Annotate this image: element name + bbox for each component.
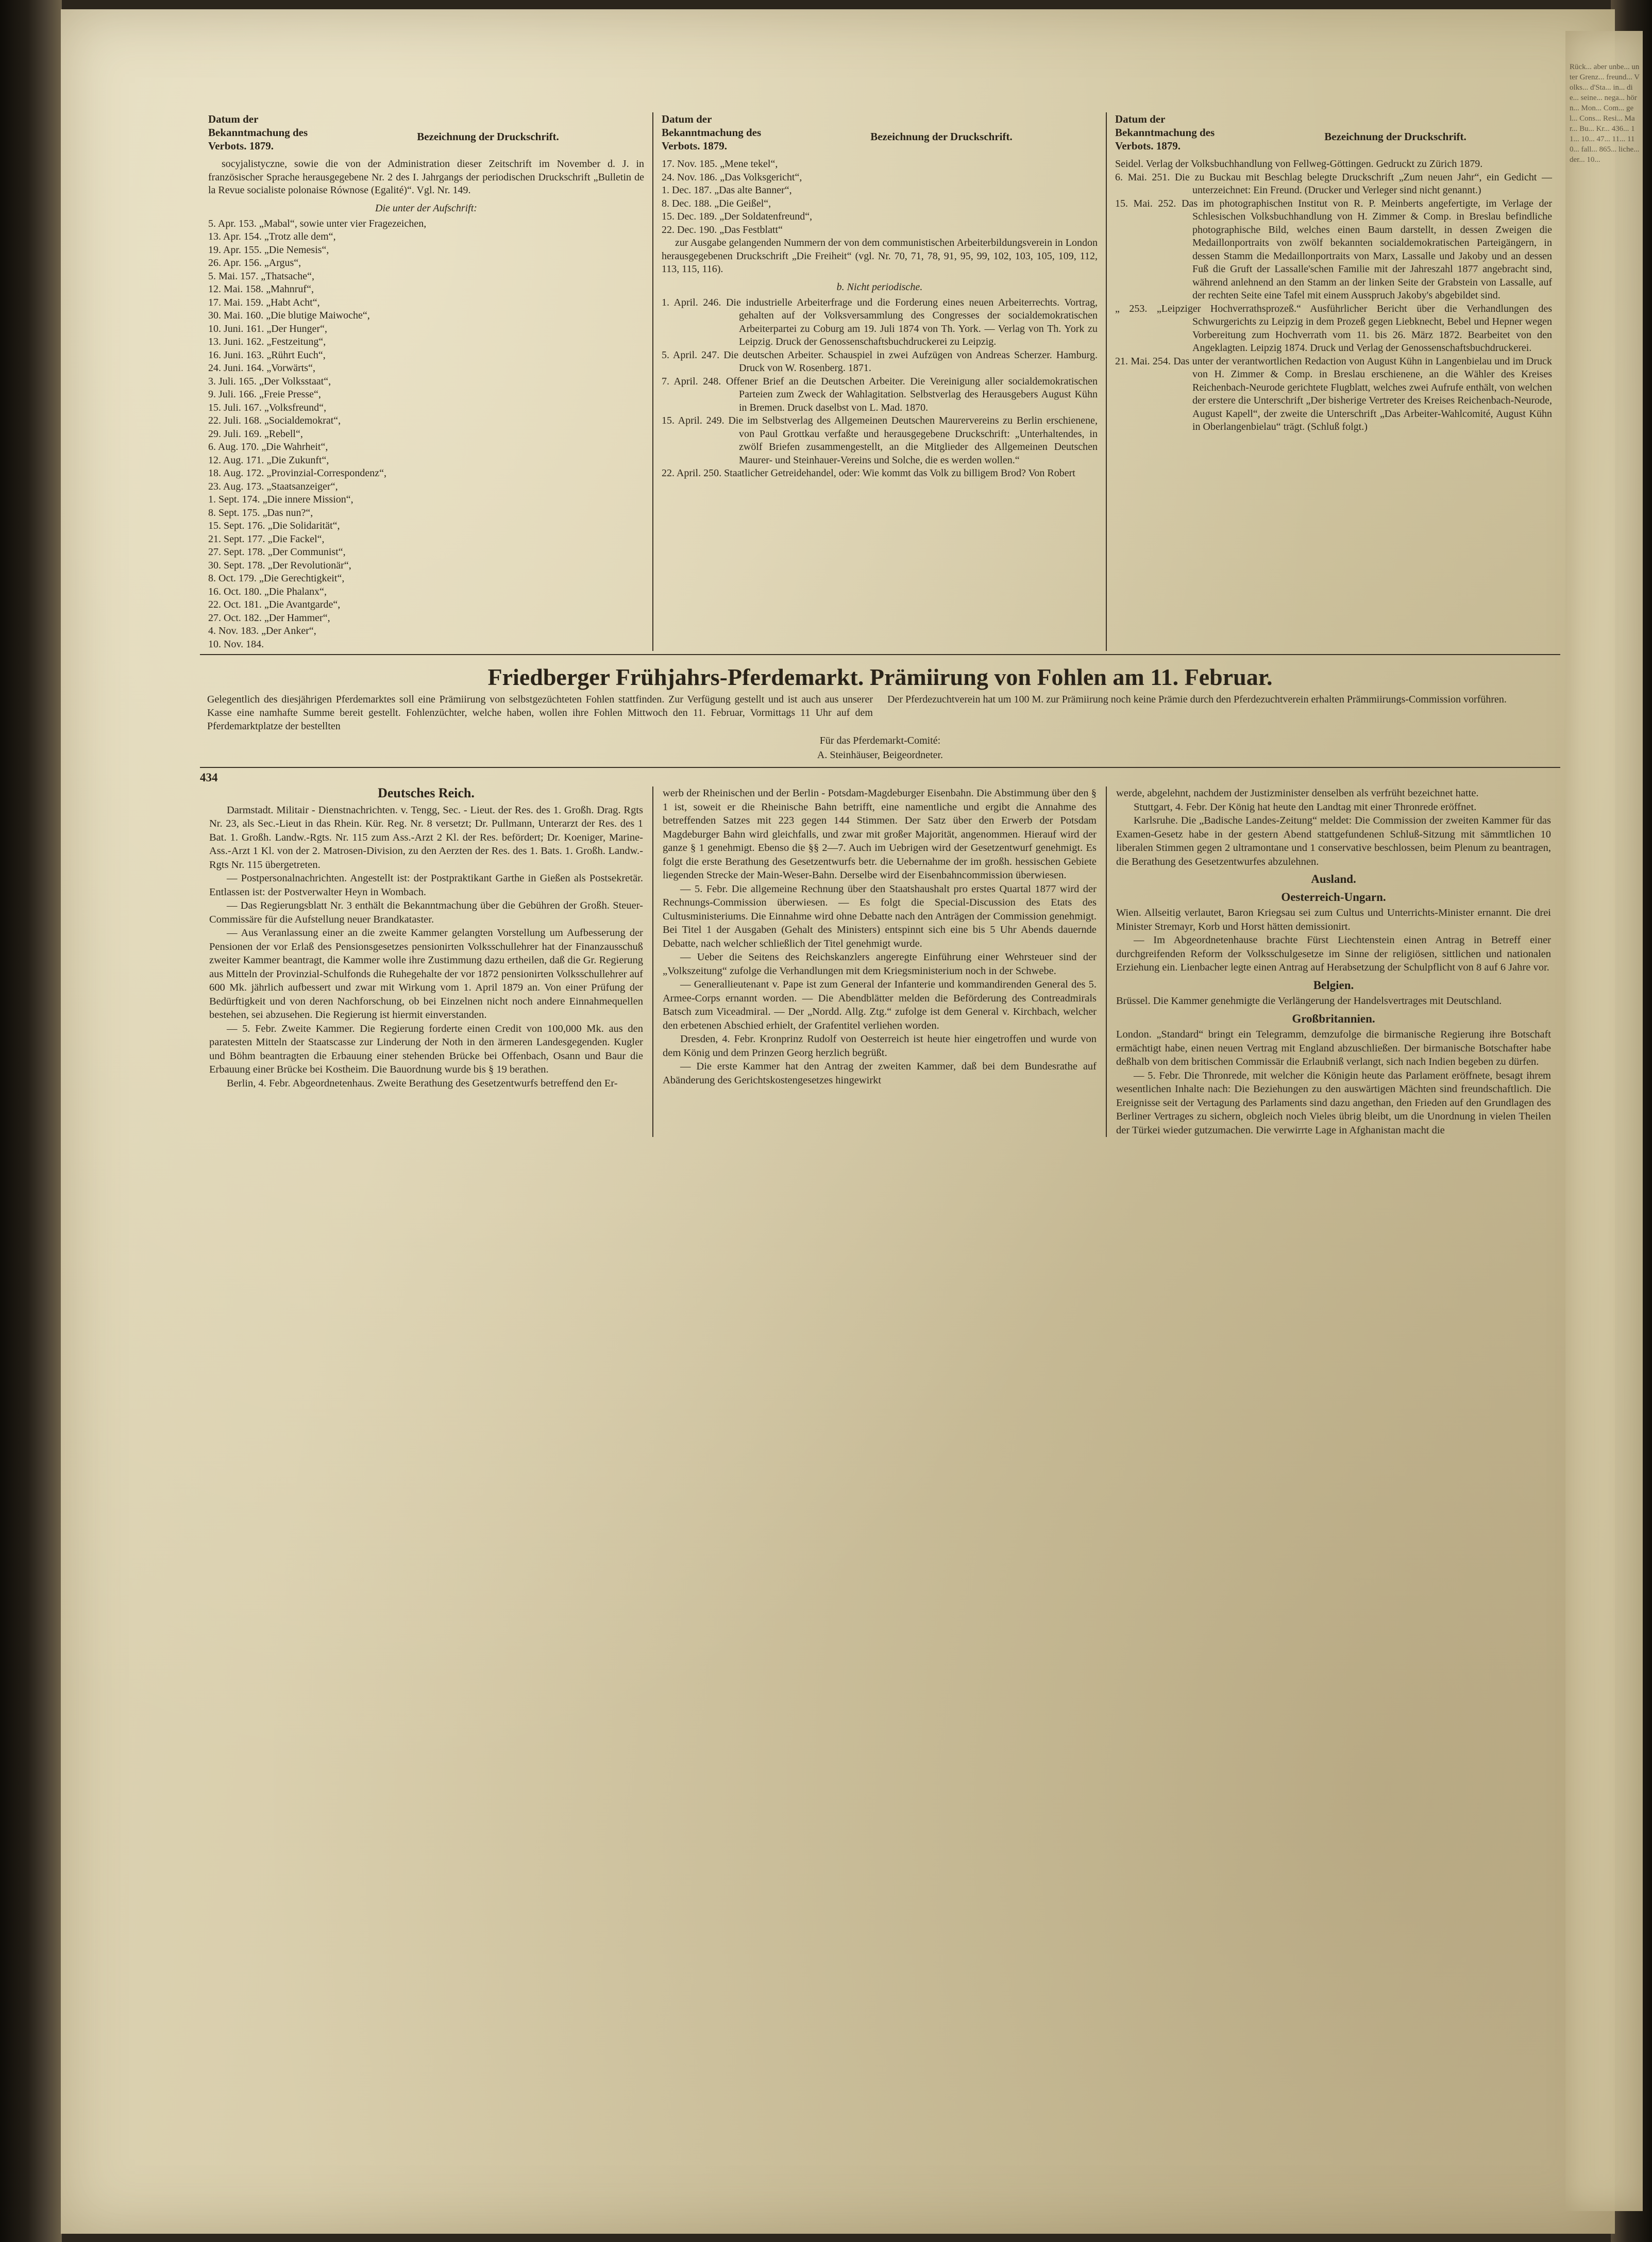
entry-date: 22. Dec. 190.: [662, 224, 717, 236]
entry-text: „Festzeitung“,: [266, 336, 326, 347]
list-item: [208, 244, 644, 257]
horizontal-divider: [200, 767, 1560, 768]
entry-date: 30. Mai. 160.: [208, 310, 264, 321]
list-item: [208, 270, 644, 283]
entry-date: 13. Apr. 154.: [208, 231, 262, 242]
newspaper-page: [61, 9, 1615, 2234]
entry-date: 27. Oct. 182.: [208, 612, 262, 624]
entry-date: 1. Sept. 174.: [208, 494, 260, 505]
list-item: [208, 362, 644, 375]
list-item: [208, 217, 644, 231]
entry-date: 9. Juli. 166.: [208, 389, 257, 400]
entry-date: 8. Sept. 175.: [208, 507, 260, 518]
entry-date: 16. Juni. 163.: [208, 349, 264, 361]
entry-text: „Das Festblatt“: [719, 224, 783, 236]
entry-text: Die zu Buckau mit Beschlag belegte Druckschrift „Zum neuen Jahr“, ein Gedicht — unterzeichnet: Ein Freund. (Drucker und Verleger sind nicht genannt.): [1174, 171, 1553, 196]
entry-date: 19. Apr. 155.: [208, 244, 262, 256]
paragraph: — 5. Febr. Die allgemeine Rechnung über den Staatshaushalt pro erstes Quartal 1877 wird der Rechnungs-Commission überwiesen. — Es folgt die Special-Discussion des Etats des Cultusministeriums. Die Einnahme wird ohne Debatte nach den Anträgen der Commission genehmigt. Bei Titel 1 der Ausgaben (Gehalt des Ministers) entspinnt sich eine bis 5 Uhr Abends dauernde Debatte, nach welcher schließlich der Titel genehmigt wurde.: [663, 883, 1097, 949]
list-item: [662, 158, 1098, 171]
entry-text: „Der Hunger“,: [266, 323, 328, 334]
paragraph: Wien. Allseitig verlautet, Baron Kriegsau sei zum Cultus und Unterrichts-Minister ernannt. Die drei Minister Stremayr, Korb und Horst hätten demissionirt.: [1116, 907, 1551, 932]
entry-text: „Freie Presse“,: [259, 389, 321, 400]
list-item: [1115, 303, 1552, 355]
entry-text: „Die Wahrheit“,: [261, 441, 328, 453]
list-item: [662, 375, 1098, 415]
entry-date: 3. Juli. 165.: [208, 375, 257, 387]
entry-date: 22. Oct. 181.: [208, 599, 262, 610]
paragraph: Stuttgart, 4. Febr. Der König hat heute den Landtag mit einer Thronrede eröffnet.: [1134, 801, 1477, 813]
entry-date: 5. April. 247.: [662, 349, 720, 361]
paragraph: — Das Regierungsblatt Nr. 3 enthält die Bekanntmachung über die Gebühren der Großh. Steuer-Commissäre für die Aufstellung neuer Brandkataster.: [209, 900, 643, 925]
entry-text: „Thatsache“,: [261, 270, 315, 282]
list-item: [208, 349, 644, 362]
entry-date: 24. Juni. 164.: [208, 362, 264, 374]
list-item: [208, 493, 644, 507]
country-head-oesterreich-ungarn: Oesterreich-Ungarn.: [1281, 890, 1386, 904]
entry-text: „Der Volksstaat“,: [259, 375, 331, 387]
verbots-entry-list-1: [208, 217, 644, 651]
entry-date: 22. Juli. 168.: [208, 415, 262, 426]
entry-date: 5. Apr. 153.: [208, 217, 257, 229]
column-closing-2: zur Ausgabe gelangenden Nummern der von dem communistischen Arbeiterbildungsverein in London herausgegebenen Druckschrift „Die Freiheit“ (vgl. Nr. 70, 71, 78, 91, 95, 99, 102, 103, 105, 109, 112, 113, 115, 116).: [662, 237, 1098, 275]
list-item: [1115, 197, 1552, 303]
entry-text: „Die Nemesis“,: [264, 244, 329, 256]
banner-body: [200, 693, 1560, 733]
list-item: [208, 230, 644, 244]
entry-date: 1. Dec. 187.: [662, 185, 712, 196]
banner-text-left: Gelegentlich des diesjährigen Pferdemarktes soll eine Prämiirung von selbstgezüchteten Fohlen stattfinden. Zur Verfügung gestellt und ist auch aus unserer Kasse eine namhafte Summe bereit gestellt. Fohlenzüchter, welche haben, wollen ihre Fohlen Mittwoch den 11. Februar, Vormittags 11 Uhr auf dem Pferdemarktplatze der bestellten: [207, 694, 873, 732]
list-item: [208, 441, 644, 454]
entry-text: „Leipziger Hochverrathsprozeß.“ Ausführlicher Bericht über die Verhandlungen des Schwurgerichts zu Leipzig in dem Prozeß gegen Liebknecht, Bebel und Hepner wegen Vorbereitung zum Hochverrath vom 11. bis 26. März 1872. Bearbeitet von den Angeklagten. Leipzig 1874. Druck und Verlag der Genossenschaftsbuchdruckerei.: [1156, 303, 1552, 354]
nicht-periodische-list: [662, 296, 1098, 480]
list-item: [662, 349, 1098, 375]
paragraph: Brüssel. Die Kammer genehmigte die Verlängerung der Handelsvertrages mit Deutschland.: [1116, 995, 1502, 1007]
verbots-entry-list-2: [662, 158, 1098, 237]
list-item: [208, 638, 644, 651]
verbots-column-3: [1107, 112, 1560, 651]
list-item: [208, 559, 644, 573]
column-head-desc-1: Bezeichnung der Druckschrift.: [417, 130, 559, 143]
paragraph: Karlsruhe. Die „Badische Landes-Zeitung“ meldet: Die Commission der zweiten Kammer für das Examen-Gesetz habe in der gestern Abend stattgefundenen Schluß-Sitzung mit sämmtlichen 10 liberalen Stimmen gegen 2 ultramontane und 1 conservative beschlossen, beim Plenum zu beantragen, die Berathung des Gesetzentwurfes abzulehnen.: [1116, 815, 1551, 867]
entry-text: Das im photographischen Institut von R. P. Meinberts angefertigte, im Verlage der Schlesischen Volksbuchhandlung von H. Zimmer & Comp. in Breslau befindliche photographische Bild, welches einen Baum darstellt, in dessen Zweigen die Medaillonportraits von zwölf bekannten socialdemokratischen Parteigängern, in dessen Stamm die Medaillonportraits von Marx, Lassalle und Jakoby und an dessen Fuß die Gruft der Lassalle'schen Familie mit der Jahreszahl 1877 angebracht sind, während anlehnend an den Stamm an der linken Seite der Grabstein von Lassalle, auf der rechten Seite eine Tafel mit einem Ausspruch Jakoby's abgebildet sind.: [1182, 197, 1553, 301]
entry-date: 17. Nov. 185.: [662, 158, 718, 170]
entry-text: Staatlicher Getreidehandel, oder: Wie kommt das Volk zu billigem Brod? Von Robert: [724, 467, 1075, 479]
list-item: [208, 625, 644, 638]
entry-date: 22. April. 250.: [662, 467, 722, 479]
column-head-date-3: Datum der Bekanntmachung des Verbots. 1879.: [1115, 113, 1215, 152]
entry-text: „Der Hammer“,: [264, 612, 330, 624]
entry-text: „Die innere Mission“,: [262, 494, 353, 505]
list-item: [208, 480, 644, 494]
news-body: [200, 787, 1560, 1137]
entry-text: „Mene tekel“,: [720, 158, 778, 170]
entry-text: Offener Brief an die Deutschen Arbeiter. Die Vereinigung aller socialdemokratischen Parteien zum Zweck der Wahlagitation. Selbstverlag des Herausgebers August Kühn in Bremen. Druck daselbst von L. Mad. 1870.: [726, 375, 1098, 413]
list-item: [208, 598, 644, 612]
entry-date: 21. Mai. 254.: [1115, 355, 1171, 367]
list-item: [208, 572, 644, 585]
list-item: [208, 546, 644, 559]
list-item: [208, 612, 644, 625]
pferdemarkt-banner: [200, 663, 1560, 762]
entry-date: 5. Mai. 157.: [208, 270, 259, 282]
entry-date: 15. Sept. 176.: [208, 520, 265, 531]
paragraph: — Ueber die Seitens des Reichskanzlers angeregte Einführung einer Wehrsteuer sind der „Volkszeitung“ zufolge die Verhandlungen mit dem Kriegsministerium noch in der Schwebe.: [663, 951, 1097, 977]
column-head-date-2: Datum der Bekanntmachung des Verbots. 1879.: [662, 113, 762, 152]
verbots-column-1: [200, 112, 653, 651]
section-title-ausland: Ausland.: [1311, 873, 1356, 885]
paragraph: — Aus Veranlassung einer an die zweite Kammer gelangten Vorstellung um Aufbesserung der Pensionen der vor Erlaß des Pensionsgesetzes pensionirten Volksschullehrer hat der Finanzausschuß zweiter Kammer beantragt, die Kammer wolle ihre Zustimmung dazu ertheilen, daß die Gr. Regierung aus Mitteln der Provinzial-Schulfonds die Ruhegehalte der vor 1872 pensionirten Volksschullehrer auf 600 Mk. jährlich aufbessert und zwar mit Wirkung vom 1. April 1879 an. Von einer Prüfung der Bedürftigkeit und von deren Nachforschung, ob bei Einzelnen nicht noch andere Einnahmequellen bestehen, sei abzusehen. Die Regierung ist hiermit einverstanden.: [209, 927, 643, 1020]
list-item: [208, 323, 644, 336]
entry-text: Die deutschen Arbeiter. Schauspiel in zwei Aufzügen von Andreas Scherzer. Hamburg. Druck von W. Rosenberg. 1871.: [723, 349, 1098, 374]
entry-date: 6. Aug. 170.: [208, 441, 259, 453]
entry-date: 15. April. 249.: [662, 415, 724, 426]
entry-text: „Volksfreund“,: [264, 401, 327, 413]
list-item: [662, 210, 1098, 224]
banner-committee: Für das Pferdemarkt-Comité:: [819, 735, 941, 746]
paragraph: — 5. Febr. Zweite Kammer. Die Regierung forderte einen Credit von 100,000 Mk. aus den paratesten Mitteln der Staatscasse zur Linderung der Noth in den ärmeren Landesgegenden. Kugler und Böhm beantragten die Erbauung einer stehenden Brücke bei Offenbach, Osann und Baur die Erbauung einer Brücke bei Kostheim. Die Bauordnung wurde bis § 19 berathen.: [209, 1023, 643, 1075]
page-content: [200, 112, 1560, 1137]
entry-text: „Rührt Euch“,: [266, 349, 326, 361]
list-item: [662, 467, 1098, 480]
list-item: [208, 401, 644, 415]
entry-date: 18. Aug. 172.: [208, 467, 264, 479]
verbots-column-2: [653, 112, 1107, 651]
column-header-2: [662, 112, 1098, 153]
entry-text: „Die Phalanx“,: [264, 585, 327, 597]
entry-text: „Staatsanzeiger“,: [266, 480, 338, 492]
entry-date: 1. April. 246.: [662, 296, 721, 308]
entry-text: Das unter der verantwortlichen Redaction von August Kühn in Langenbielau und im Druck von H. Zimmer & Comp. in Breslau erschienene, an die Wähler des Kreises Reichenbach-Neurode gerichtete Flugblatt, welches zwei Aufrufe enthält, von welchen der erstere die Unterschrift „Der bisherige Vertreter des Kreises Reichenbach-Neurode, August Kapell“, der zweite die Unterschrift „Das Arbeiter-Wahlcomité, August Kühn in Oberlangenbielau“ trägt. (Schluß folgt.): [1173, 355, 1553, 432]
list-item: [662, 414, 1098, 467]
entry-text: „Socialdemokrat“,: [264, 415, 341, 426]
entry-text: „Die blutige Maiwoche“,: [266, 310, 370, 321]
section-title-deutsches-reich: Deutsches Reich.: [378, 785, 475, 800]
entry-text: „Habt Acht“,: [266, 296, 320, 308]
banner-title: Friedberger Frühjahrs-Pferdemarkt. Prämiirung von Fohlen am 11. Februar.: [487, 664, 1273, 690]
entry-date: 16. Oct. 180.: [208, 585, 262, 597]
list-item: [662, 224, 1098, 237]
banner-text-right: Der Pferdezuchtverein hat um 100 M. zur Prämiirung noch keine Prämie durch den Pferdezuchtverein erhalten Prämmiirungs-Commission vorführen.: [887, 694, 1507, 705]
paragraph: London. „Standard“ bringt ein Telegramm, demzufolge die birmanische Regierung ihre Botschaft ermächtigt habe, einen neuen Vertrag mit England abzuschließen. Der birmanische Botschafter habe deßhalb von dem britischen Commissär die Erlaubniß verlangt, sich nach Indien begeben zu dürfen.: [1116, 1029, 1551, 1067]
entry-date: 10. Nov. 184.: [208, 638, 264, 650]
list-item: [662, 197, 1098, 211]
verbots-entry-list-3: [1115, 171, 1552, 434]
column-intro-1: socyjalistyczne, sowie die von der Administration dieser Zeitschrift im November d. J. in französischer Sprache herausgegebene Nr. 2 des I. Jahrgangs der periodischen Druckschrift „Bulletin de la Revue socialiste polonaise Równose (Egalité)“. Vgl. Nr. 149.: [208, 158, 644, 196]
entry-date: 30. Sept. 178.: [208, 559, 265, 571]
entry-date: 24. Nov. 186.: [662, 171, 718, 183]
entry-text: „Der Soldatenfreund“,: [719, 211, 813, 222]
entry-date: 12. Mai. 158.: [208, 283, 264, 295]
verbots-table: [200, 112, 1560, 655]
entry-date: 17. Mai. 159.: [208, 296, 264, 308]
column-intro-3: Seidel. Verlag der Volksbuchhandlung von Fellweg-Göttingen. Gedruckt zu Zürich 1879.: [1115, 158, 1483, 170]
country-head-belgien: Belgien.: [1313, 978, 1354, 992]
paragraph: — Im Abgeordnetenhause brachte Fürst Liechtenstein einen Antrag in Betreff einer durchgreifenden Reform der Volksschulgesetze im Sinne der religiösen, sittlichen und nationalen Erziehung ein. Lienbacher legte einen Antrag auf Herabsetzung der Schulpflicht von 8 auf 6 Jahre vor.: [1116, 934, 1551, 973]
entry-date: 8. Oct. 179.: [208, 573, 257, 584]
entry-text: „Die Fackel“,: [267, 533, 325, 545]
entry-text: „Die Avantgarde“,: [264, 599, 341, 610]
paragraph: Dresden, 4. Febr. Kronprinz Rudolf von Oesterreich ist heute hier eingetroffen und wurde von dem König und dem Prinzen Georg herzlich begrüßt.: [663, 1033, 1097, 1059]
paragraph: werde, abgelehnt, nachdem der Justizminister denselben als verfrüht bezeichnet hatte.: [1116, 788, 1479, 799]
list-item: [662, 171, 1098, 185]
column-subhead-1: Die unter der Aufschrift:: [375, 202, 477, 214]
column-head-date-1: Datum der Bekanntmachung des Verbots. 1879.: [208, 113, 308, 152]
entry-date: 4. Nov. 183.: [208, 625, 259, 637]
page-number: 434: [200, 771, 218, 784]
entry-date: 26. Apr. 156.: [208, 257, 262, 269]
list-item: [208, 454, 644, 467]
paragraph: — Die erste Kammer hat den Antrag der zweiten Kammer, daß bei dem Bundesrathe auf Abänderung des Gerichtskostengesetzes hingewirkt: [663, 1061, 1097, 1086]
country-head-grossbritannien: Großbritannien.: [1292, 1012, 1375, 1025]
entry-date: „ 253.: [1115, 303, 1148, 314]
entry-text: „Die Solidarität“,: [267, 520, 340, 531]
entry-text: „Das Volksgericht“,: [720, 171, 802, 183]
entry-text: Die im Selbstverlag des Allgemeinen Deutschen Maurervereins zu Berlin erschienene, von Paul Grottkau verfaßte und herausgegebene Druckschrift: „Unterhaltendes, in zwölf Briefen zusammengestellt, an die Mitglieder des Allgemeinen Deutschen Maurer- und Steinhauer-Vereins und Solche, die es werden wollen.“: [728, 415, 1098, 466]
list-item: [208, 428, 644, 441]
column-header-1: [208, 112, 644, 153]
list-item: [1115, 171, 1552, 197]
entry-text: „Die Zukunft“,: [266, 454, 329, 466]
news-column-3: [1107, 787, 1560, 1137]
list-item: [208, 388, 644, 401]
paragraph: — Postpersonalnachrichten. Angestellt ist: der Postpraktikant Garthe in Gießen als Postsekretär. Entlassen ist: der Postverwalter Heyn in Wombach.: [209, 873, 643, 898]
entry-text: „Rebell“,: [264, 428, 303, 440]
entry-date: 15. Dec. 189.: [662, 211, 717, 222]
entry-text: „Argus“,: [264, 257, 301, 269]
list-item: [208, 414, 644, 428]
entry-date: 15. Juli. 167.: [208, 401, 262, 413]
entry-text: „Die Geißel“,: [714, 197, 771, 209]
list-item: [662, 184, 1098, 197]
list-item: [208, 533, 644, 546]
entry-text: „Provinzial-Correspondenz“,: [266, 467, 387, 479]
adjacent-page-text: Rück... aber unbe... unter Grenz... freund... Volks... d'Sta... in... die... seine... nega... hörn... Mon... Com... gel... Cons... Resi... Mar... Bu... Kr... 436... 11... 10... 47... 11... 110... fall... 865... liche... der... 10...: [1570, 63, 1640, 164]
paragraph: werb der Rheinischen und der Berlin - Potsdam-Magdeburger Eisenbahn. Die Abstimmung über den § 1 ist, soweit er die Rheinische Bahn betrifft, eine namentliche und ergibt die Annahme des betreffenden Satzes mit 223 gegen 144 Stimmen. Der Satz über den Erwerb der Potsdam Magdeburger Bahn wird gleichfalls, und zwar mit großer Majorität, angenommen. Hierauf wird der ganze § 1 genehmigt. Ebenso die §§ 2—7. Auch im Uebrigen wird der Gesetzentwurf genehmigt. Es folgt die erste Berathung des Gesetzentwurfs betr. die Uebernahme der im großh. hessischen Gebiete liegenden Strecke der Main-Weser-Bahn. Derselbe wird der Eisenbahncommission überwiesen.: [663, 788, 1097, 881]
entry-text: „Das nun?“,: [262, 507, 313, 518]
entry-date: 8. Dec. 188.: [662, 197, 712, 209]
list-item: [208, 375, 644, 389]
news-column-1: [200, 787, 653, 1137]
list-item: [208, 336, 644, 349]
entry-text: „Trotz alle dem“,: [264, 231, 336, 242]
entry-text: Die industrielle Arbeiterfrage und die Forderung eines neuen Arbeiterrechts. Vortrag, gehalten auf der Volksversammlung des Congresses der socialdemokratischen Arbeiterpartei zu Coburg am 19. Juli 1874 von Th. York. — Verlag von Th. York zu Leipzig. Druck der Genossenschaftsbuchdruckerei zu Leipzig.: [726, 296, 1098, 347]
entry-text: „Der Anker“,: [261, 625, 316, 637]
entry-date: 6. Mai. 251.: [1115, 171, 1170, 183]
entry-date: 10. Juni. 161.: [208, 323, 264, 334]
entry-text: „Die Gerechtigkeit“,: [259, 573, 345, 584]
adjacent-page-fragment: [1565, 31, 1643, 2211]
entry-text: „Vorwärts“,: [266, 362, 315, 374]
column-head-desc-3: Bezeichnung der Druckschrift.: [1324, 130, 1466, 143]
column-head-desc-2: Bezeichnung der Druckschrift.: [870, 130, 1013, 143]
entry-date: 12. Aug. 171.: [208, 454, 264, 466]
list-item: [208, 520, 644, 533]
entry-date: 27. Sept. 178.: [208, 546, 265, 558]
entry-date: 7. April. 248.: [662, 375, 721, 387]
list-item: [208, 309, 644, 323]
paragraph: — 5. Febr. Die Thronrede, mit welcher die Königin heute das Parlament eröffnete, besagt ihrem wesentlichen Inhalte nach: Die Beziehungen zu den auswärtigen Mächten sind freundschaftlich. Die Ereignisse seit der Vertagung des Parlaments sind dazu angethan, den Frieden auf den Grundlagen des Berliner Vertrages zu sichern, obgleich noch Vieles übrig bleibt, um die Unordnung in vielen Theilen der Türkei wieder gutzumachen. Die verwirrte Lage in Afghanistan macht die: [1116, 1069, 1551, 1136]
entry-text: „Das alte Banner“,: [714, 185, 792, 196]
entry-text: „Der Revolutionär“,: [267, 559, 351, 571]
news-column-2: [653, 787, 1107, 1137]
list-item: [662, 296, 1098, 349]
book-edge-left: [0, 0, 62, 2242]
entry-text: „Mahnruf“,: [266, 283, 314, 295]
entry-date: 23. Aug. 173.: [208, 480, 264, 492]
list-item: [208, 585, 644, 599]
entry-text: „Der Communist“,: [267, 546, 346, 558]
entry-text: „Mabal“, sowie unter vier Fragezeichen,: [259, 217, 427, 229]
list-item: [1115, 355, 1552, 434]
entry-date: 29. Juli. 169.: [208, 428, 262, 440]
entry-date: 13. Juni. 162.: [208, 336, 264, 347]
list-item: [208, 296, 644, 310]
list-item: [208, 467, 644, 480]
column-header-3: [1115, 112, 1552, 153]
entry-date: 15. Mai. 252.: [1115, 197, 1176, 209]
paragraph: Berlin, 4. Febr. Abgeordnetenhaus. Zweite Berathung des Gesetzentwurfs betreffend den Er-: [227, 1077, 618, 1089]
column-subhead-2: b. Nicht periodische.: [836, 281, 923, 293]
paragraph: Darmstadt. Militair - Dienstnachrichten. v. Tengg, Sec. - Lieut. der Res. des 1. Großh. Drag. Rgts Nr. 23, als Sec.-Lieut in das Rhein. Kür. Reg. Nr. 8 versetzt; Dr. Pullmann, Unterarzt der Res. des 1 Bat. 1. Großh. Landw.-Rgts. Nr. 115 zum Ass.-Arzt 2 Kl. der Res. befördert; Dr. Koeniger, Marine-Ass.-Arzt 1 Kl. von der 2. Matrosen-Division, zu den Aerzten der Res. des 1. Bats. 1. Großh. Landw.-Rgts Nr. 115 übergetreten.: [209, 804, 643, 871]
paragraph: — Generallieutenant v. Pape ist zum General der Infanterie und kommandirenden General des 5. Armee-Corps ernannt worden. — Die Abendblätter melden die Beförderung des Contreadmirals Batsch zum Viceadmiral. — Der „Nordd. Allg. Ztg.“ zufolge ist dem General v. Kirchbach, welcher den erbetenen Abschied erhielt, der Grafentitel verliehen worden.: [663, 979, 1097, 1031]
list-item: [208, 257, 644, 270]
list-item: [208, 283, 644, 296]
entry-date: 21. Sept. 177.: [208, 533, 265, 545]
list-item: [208, 507, 644, 520]
banner-signature: A. Steinhäuser, Beigeordneter.: [817, 749, 943, 761]
